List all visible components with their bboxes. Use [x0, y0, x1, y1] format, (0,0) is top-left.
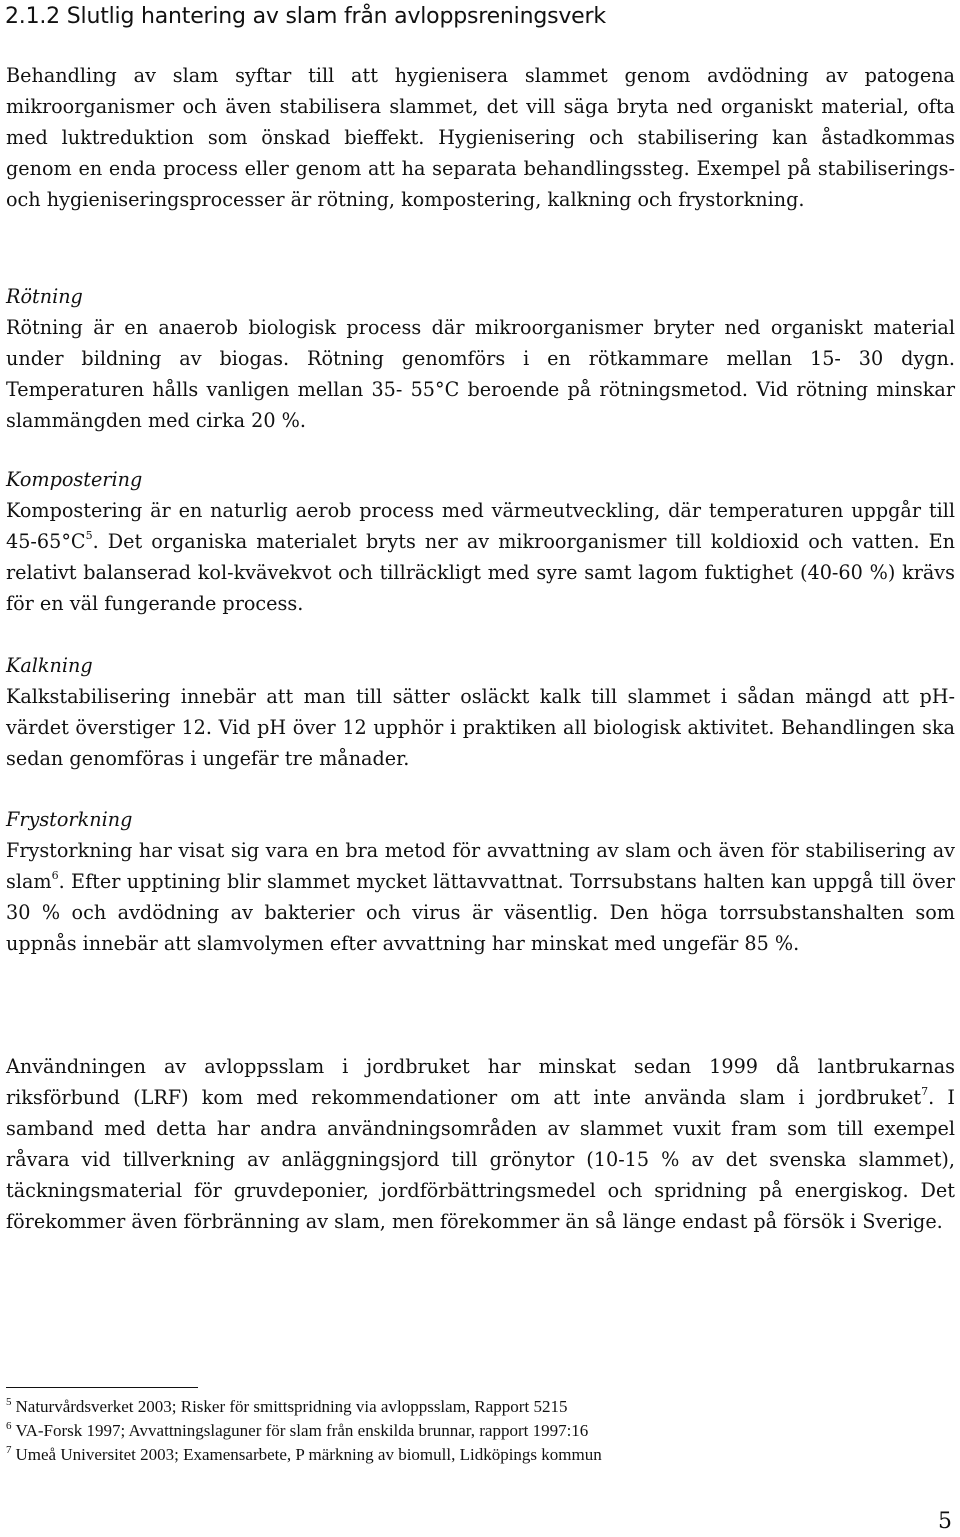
subheading-kompostering: Kompostering: [6, 468, 143, 491]
kompostering-text-b: . Det organiska materialet bryts ner av mikroorganismer till koldioxid och vatten. En relativt balanserad kol-kvävekvot och tillräckligt med syre samt lagom fuktighet (40-60 %) krävs för en väl fungerande process.: [6, 530, 955, 615]
footnote-7: [6, 1443, 906, 1467]
kompostering-text-a: Kompostering är en naturlig aerob process med värmeutveckling, där temperaturen uppgår till 45-65°C: [6, 499, 955, 553]
subheading-rotning: Rötning: [6, 285, 83, 308]
frystorkning-text-a: Frystorkning har visat sig vara en bra metod för avvattning av slam och även för stabilisering av slam: [6, 839, 955, 893]
frystorkning-text-b: . Efter upptining blir slammet mycket lättavvattnat. Torrsubstans halten kan uppgå till över 30 % och avdödning av bakterier och virus är väsentlig. Den höga torrsubstanshalten som uppnås innebär att slamvolymen efter avvattning har minskat med ungefär 85 %.: [6, 870, 955, 955]
footnote-6: [6, 1419, 906, 1443]
intro-paragraph: Behandling av slam syftar till att hygienisera slammet genom avdödning av patogena mikroorganismer och även stabilisera slammet, det vill säga bryta ned organiskt material, ofta med luktreduktion som önskad bieffekt. Hygienisering och stabilisering kan åstadkommas genom en enda process eller genom att ha separata behandlingssteg. Exempel på stabiliserings- och hygieniseringsprocesser är rötning, kompostering, kalkning och frystorkning.: [6, 64, 955, 211]
footnote-text: Naturvårdsverket 2003; Risker för smittspridning via avloppsslam, Rapport 5215: [15, 1397, 568, 1416]
footnote-number: 7: [6, 1444, 12, 1456]
footnote-number: 6: [6, 1420, 12, 1432]
paragraph-rotning: Rötning är en anaerob biologisk process där mikroorganismer bryter ned organiskt material under bildning av biogas. Rötning genomförs i en rötkammare mellan 15- 30 dygn. Temperaturen hålls vanligen mellan 35- 55°C beroende på rötningsmetod. Vid rötning minskar slammängden med cirka 20 %.: [6, 316, 955, 432]
footnotes: [6, 1395, 906, 1467]
footnote-5: [6, 1395, 906, 1419]
section-heading: 2.1.2 Slutlig hantering av slam från avloppsreningsverk: [5, 4, 606, 29]
footnote-divider: [6, 1387, 198, 1388]
footnote-text: Umeå Universitet 2003; Examensarbete, P märkning av biomull, Lidköpings kommun: [15, 1445, 602, 1464]
usage-text-a: Användningen av avloppsslam i jordbruket har minskat sedan 1999 då lantbrukarnas riksförbund (LRF) kom med rekommendationer om att inte använda slam i jordbruket: [6, 1055, 955, 1109]
footnote-text: VA-Forsk 1997; Avvattningslaguner för slam från enskilda brunnar, rapport 1997:16: [15, 1421, 589, 1440]
paragraph-usage: [6, 1051, 955, 1237]
paragraph-frystorkning: [6, 835, 955, 959]
subheading-frystorkning: Frystorkning: [6, 808, 133, 831]
page-number: 5: [938, 1509, 952, 1534]
footnote-number: 5: [6, 1396, 12, 1408]
paragraph-kalkning: Kalkstabilisering innebär att man till sätter osläckt kalk till slammet i sådan mängd att pH-värdet överstiger 12. Vid pH över 12 upphör i praktiken all biologisk aktivitet. Behandlingen ska sedan genomföras i ungefär tre månader.: [6, 685, 955, 770]
subheading-kalkning: Kalkning: [6, 654, 93, 677]
footnote-ref-6: 6: [51, 869, 59, 882]
usage-text-b: . I samband med detta har andra användningsområden av slammet vuxit fram som till exempel råvara vid tillverkning av anläggningsjord till grönytor (10-15 % av det svenska slammet), täckningsmaterial för gruvdeponier, jordförbättringsmedel och spridning på energiskog. Det förekommer även förbränning av slam, men förekommer än så länge endast på försök i Sverige.: [6, 1086, 956, 1233]
footnote-ref-5: 5: [85, 529, 93, 542]
paragraph-kompostering: [6, 495, 955, 619]
footnote-ref-7: 7: [921, 1085, 929, 1098]
